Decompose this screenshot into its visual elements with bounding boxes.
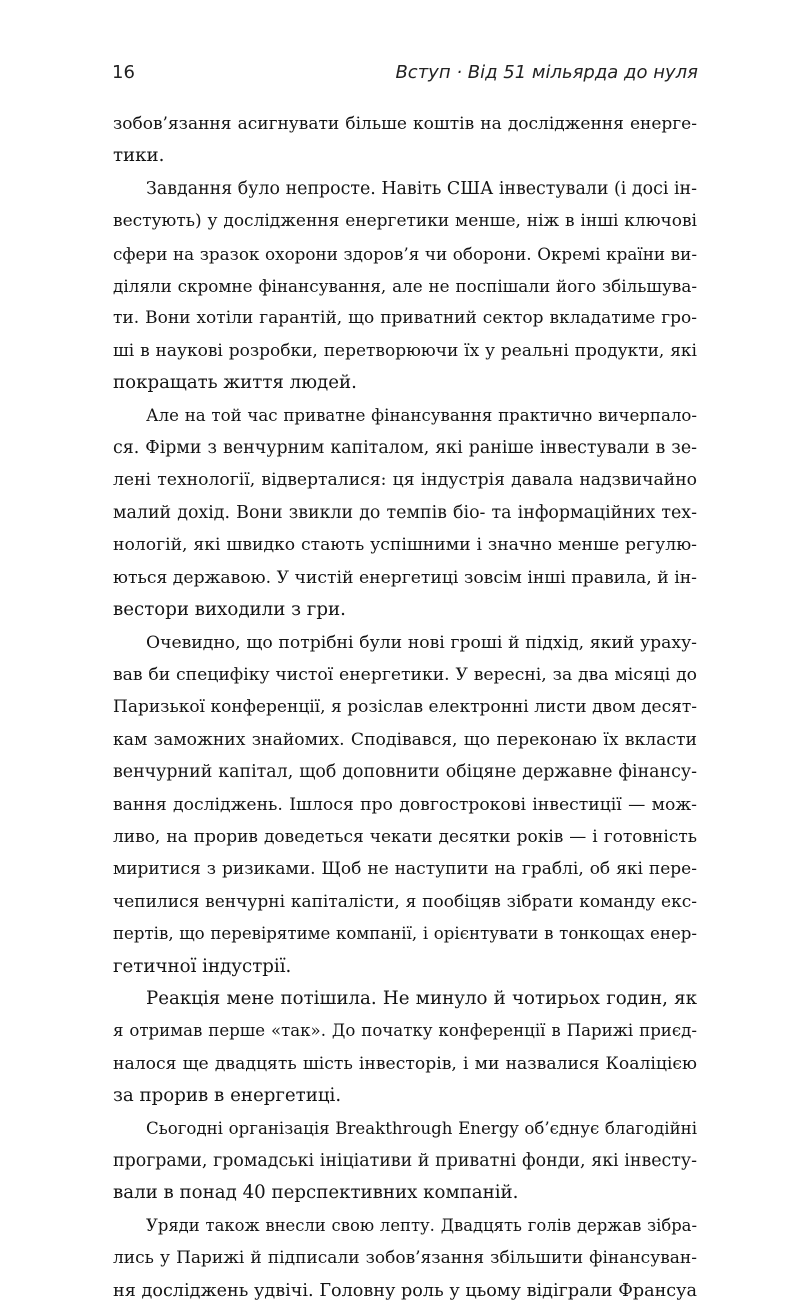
text-line: програми, громадські ініціативи й приватні фонди, які інвесту- [113,1151,697,1171]
text-line: гетичної індустрії. [113,955,292,977]
text-line: діляли скромне фінансування, але не поспішали його збільшува- [113,276,697,297]
paragraph [113,983,697,1113]
text-line: сфери на зразок охорони здоров’я чи оборони. Окремі країни ви- [113,243,697,264]
text-line: покращать життя людей. [113,372,357,394]
text-line: ші в наукові розробки, перетворюючи їх у реальні продукти, які [113,340,697,361]
text-line: чепилися венчурні капіталісти, я пообіцяв зібрати команду екс- [113,891,697,912]
text-line: ються державою. У чистій енергетиці зовсім інші правила, й ін- [113,567,697,588]
paragraph [113,1113,697,1210]
text-line: Завдання було непросте. Навіть США інвестували (і досі ін- [146,178,697,199]
page-header [112,62,698,96]
text-line: венчурний капітал, щоб доповнити обіцяне державне фінансу- [113,762,697,783]
text-line: ти. Вони хотіли гарантій, що приватний сектор вкладатиме гро- [113,308,697,329]
text-line: нологій, які швидко стають успішними і значно менше регулю- [113,535,697,556]
text-line: Паризької конференції, я розіслав електронні листи двом десят- [113,697,697,718]
text-line: налося ще двадцять шість інвесторів, і ми назвалися Коаліцією [113,1053,697,1074]
paragraph [113,400,697,627]
text-line: Реакція мене потішила. Не минуло й чотирьох годин, як [146,987,697,1009]
text-line: вестори виходили з гри. [113,599,346,621]
text-line: Очевидно, що потрібні були нові гроші й підхід, який ураху- [146,632,697,653]
text-line: Уряди також внесли свою лепту. Двадцять голів держав зібра- [146,1215,697,1235]
paragraph [113,1210,697,1307]
text-line: я отримав перше «так». До початку конференції в Парижі приєд- [113,1021,697,1041]
text-line: зобов’язання асигнувати більше коштів на дослідження енерге- [113,114,697,134]
text-line: лені технології, відверталися: ця індустрія давала надзвичайно [113,470,697,491]
text-line: миритися з ризиками. Щоб не наступити на граблі, об які пере- [113,859,697,880]
page-number: 16 [112,62,135,83]
text-line: вання досліджень. Ішлося про довгострокові інвестиції — мож- [113,794,697,815]
text-line: Але на той час приватне фінансування практично вичерпало- [146,405,697,425]
paragraph [113,173,697,400]
text-line: Сьогодні організація Breakthrough Energy об’єднує благодійні [146,1118,697,1138]
body-text [113,108,697,1307]
text-line: малий дохід. Вони звикли до темпів біо- та інформаційних тех- [113,502,697,523]
text-line: пертів, що перевірятиме компанії, і орієнтувати в тонкощах енер- [113,924,697,944]
text-line: лись у Парижі й підписали зобов’язання збільшити фінансуван- [113,1248,697,1269]
running-head: Вступ · Від 51 мільярда до нуля [395,62,698,83]
text-line: ня досліджень удвічі. Головну роль у цьому відіграли Франсуа [113,1280,697,1301]
text-line: ливо, на прорив доведеться чекати десятки років — і готовність [113,826,697,847]
paragraph [113,627,697,983]
text-line: за прорив в енергетиці. [113,1085,342,1107]
text-line: ся. Фірми з венчурним капіталом, які раніше інвестували в зе- [113,438,697,459]
text-line: вали в понад 40 перспективних компаній. [113,1182,519,1204]
text-line: тики. [113,145,165,167]
text-line: кам заможних знайомих. Сподівався, що переконаю їх вкласти [113,729,697,750]
paragraph [113,108,697,173]
text-line: вестують) у дослідження енергетики менше, ніж в інші ключові [113,211,697,232]
text-line: вав би специфіку чистої енергетики. У вересні, за два місяці до [113,664,697,685]
